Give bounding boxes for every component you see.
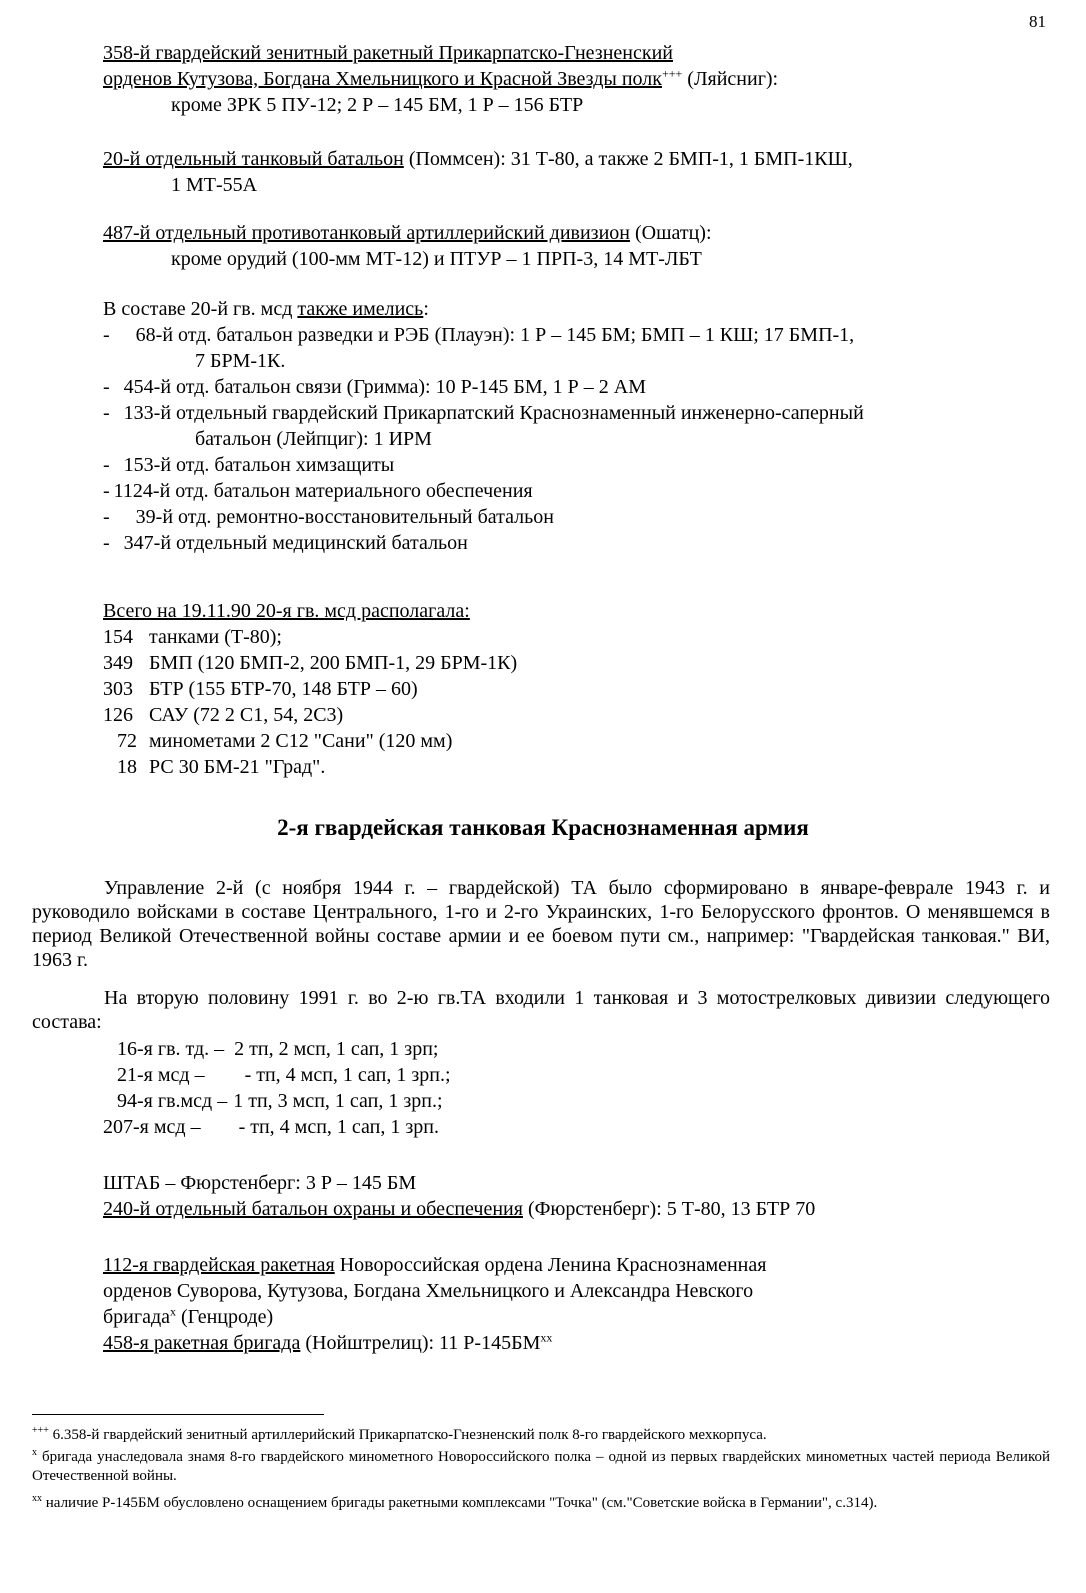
page-number: 81: [1029, 12, 1046, 31]
division-row: [103, 1062, 451, 1088]
totals-count: 126: [103, 704, 133, 726]
list-item: [103, 504, 864, 530]
list-item: [103, 374, 864, 400]
list-item-text: 1124-й отд. батальон материального обеспечения: [113, 480, 533, 502]
divisions-block: [103, 1036, 451, 1140]
footnote-ref: +++: [661, 66, 683, 81]
also-intro: В составе 20-й гв. мсд: [103, 298, 298, 320]
unit-detail: кроме орудий (100-мм МТ-12) и ПТУР – 1 ПРП-3, 14 МТ-ЛБТ: [171, 248, 702, 270]
totals-count: 154: [103, 626, 133, 648]
totals-count: 72: [117, 730, 137, 752]
division-row: [103, 1088, 451, 1114]
footnote-text: бригада унаследовала знамя 8-го гвардейского минометного Новороссийского полка – одной из первых гвардейских минометных частей периода Великой Отечественной войны.: [32, 1449, 1050, 1484]
brigade-112-text: Новороссийская ордена Ленина Краснознаменная: [334, 1254, 767, 1276]
footnote-text: наличие Р-145БМ обусловлено оснащением бригады ракетными комплексами "Точка" (см."Советские войска в Германии", с.314).: [42, 1495, 878, 1511]
footnote-mark: x: [32, 1447, 37, 1458]
list-dash: -: [103, 324, 110, 346]
totals-label: РС 30 БМ-21 "Град".: [149, 756, 326, 778]
list-item-text: 133-й отдельный гвардейский Прикарпатский Краснознаменный инженерно-саперный: [123, 402, 864, 424]
brigade-458-title: 458-я ракетная бригада: [103, 1332, 301, 1354]
list-dash: -: [103, 402, 110, 424]
also-list-block: [103, 296, 864, 556]
division-name: 21-я мсд –: [117, 1064, 205, 1086]
totals-row: [103, 650, 517, 676]
totals-count: 303: [103, 678, 133, 700]
guard-battalion-title: 240-й отдельный батальон охраны и обеспечения: [103, 1198, 523, 1220]
also-intro-end: :: [423, 298, 429, 320]
totals-row: [103, 702, 517, 728]
hq-line: ШТАБ – Фюрстенберг: 3 Р – 145 БМ: [103, 1172, 417, 1194]
footnote-ref: x: [170, 1304, 177, 1319]
section-title: 2-я гвардейская танковая Краснознаменная армия: [277, 815, 809, 840]
division-composition: 1 тп, 3 мсп, 1 сап, 1 зрп.;: [233, 1090, 443, 1112]
unit-text: (Поммсен): 31 Т-80, а также 2 БМП-1, 1 БМП-1КШ,: [403, 148, 853, 170]
list-item: [103, 452, 864, 478]
unit-text: (Ошатц):: [629, 222, 712, 244]
hq-block: [103, 1170, 815, 1222]
totals-block: [103, 598, 517, 780]
footnote-mark: xx: [32, 1493, 42, 1504]
paragraph-composition: На вторую половину 1991 г. во 2-ю гв.ТА входили 1 танковая и 3 мотострелковых дивизии следующего состава:: [32, 987, 1050, 1033]
also-intro-underlined: также имелись: [297, 298, 424, 320]
unit-detail: кроме ЗРК 5 ПУ-12; 2 Р – 145 БМ, 1 Р – 156 БТР: [171, 94, 584, 116]
list-item-text: 347-й отдельный медицинский батальон: [123, 532, 468, 554]
brigade-112-location: (Генцроде): [176, 1306, 274, 1328]
unit-location: (Ляйсниг):: [682, 68, 779, 90]
totals-row: [103, 754, 517, 780]
list-item-text: 153-й отд. батальон химзащиты: [123, 454, 395, 476]
brigades-block: [103, 1252, 766, 1356]
brigade-112-word: бригада: [103, 1306, 171, 1328]
footnote-ref: xx: [540, 1330, 553, 1345]
division-name: 94-я гв.мсд –: [117, 1090, 228, 1112]
list-item-text: 68-й отд. батальон разведки и РЭБ (Плауэн): 1 Р – 145 БМ; БМП – 1 КШ; 17 БМП-1,: [135, 324, 855, 346]
list-item: [103, 322, 864, 348]
list-item: [103, 478, 864, 504]
footnote-mark: +++: [32, 1425, 49, 1436]
totals-row: [103, 624, 517, 650]
footnote-text: 6.358-й гвардейский зенитный артиллерийский Прикарпатско-Гнезненский полк 8-го гвардейского мехкорпуса.: [48, 1427, 767, 1443]
list-item: [103, 530, 864, 556]
unit-title-line: орденов Кутузова, Богдана Хмельницкого и Красной Звезды полк: [103, 68, 662, 90]
division-composition: - тп, 4 мсп, 1 сап, 1 зрп.: [238, 1116, 439, 1138]
division-name: 16-я гв. тд. –: [117, 1038, 225, 1060]
totals-header: Всего на 19.11.90 20-я гв. мсд располагала:: [103, 600, 470, 622]
list-dash: -: [103, 376, 110, 398]
unit-358-block: [103, 40, 778, 118]
totals-label: минометами 2 С12 "Сани" (120 мм): [149, 730, 453, 752]
unit-487-block: [103, 220, 712, 272]
totals-count: 18: [117, 756, 137, 778]
footnote: [32, 1426, 1050, 1445]
totals-label: танками (Т-80);: [149, 626, 282, 648]
unit-title: 487-й отдельный противотанковый артиллерийский дивизион: [103, 222, 630, 244]
paragraph-history: Управление 2-й (с ноября 1944 г. – гвардейской) ТА было сформировано в январе-феврале 1943 г. и руководило войсками в составе Центрального, 1-го и 2-го Украинских, 1-го Белорусского фронтов. О менявшемся в период Великой Отечественной войны составе армии и ее боевом пути см., например: "Гвардейская танковая." ВИ, 1963 г.: [32, 877, 1050, 971]
totals-row: [103, 728, 517, 754]
totals-count: 349: [103, 652, 133, 674]
brigade-458-text: (Нойштрелиц): 11 Р-145БМ: [300, 1332, 541, 1354]
totals-row: [103, 676, 517, 702]
division-row: [103, 1114, 451, 1140]
division-composition: 2 тп, 2 мсп, 1 сап, 1 зрп;: [234, 1038, 439, 1060]
list-item-continuation: батальон (Лейпциг): 1 ИРМ: [195, 428, 432, 450]
guard-battalion-text: (Фюрстенберг): 5 Т-80, 13 БТР 70: [522, 1198, 816, 1220]
totals-label: БТР (155 БТР-70, 148 БТР – 60): [149, 678, 418, 700]
division-composition: - тп, 4 мсп, 1 сап, 1 зрп.;: [244, 1064, 451, 1086]
unit-title-line: 358-й гвардейский зенитный ракетный Прикарпатско-Гнезненский: [103, 42, 673, 64]
brigade-112-line2: орденов Суворова, Кутузова, Богдана Хмельницкого и Александра Невского: [103, 1280, 754, 1302]
list-dash: -: [103, 454, 110, 476]
unit-20-block: [103, 146, 853, 198]
division-name: 207-я мсд –: [103, 1116, 201, 1138]
footnote-divider: [32, 1414, 324, 1415]
list-item: [103, 400, 864, 426]
list-dash: -: [103, 506, 110, 528]
list-dash: -: [103, 532, 110, 554]
unit-title: 20-й отдельный танковый батальон: [103, 148, 404, 170]
list-item-text: 454-й отд. батальон связи (Гримма): 10 Р-145 БМ, 1 Р – 2 АМ: [123, 376, 646, 398]
brigade-112-title: 112-я гвардейская ракетная: [103, 1254, 335, 1276]
unit-detail: 1 МТ-55А: [171, 174, 258, 196]
footnote: [32, 1494, 1050, 1513]
footnote: [32, 1448, 1050, 1486]
division-row: [103, 1036, 451, 1062]
list-dash: -: [103, 480, 110, 502]
totals-label: САУ (72 2 С1, 54, 2С3): [149, 704, 344, 726]
totals-label: БМП (120 БМП-2, 200 БМП-1, 29 БРМ-1К): [149, 652, 518, 674]
list-item-continuation: 7 БРМ-1К.: [195, 350, 286, 372]
list-item-text: 39-й отд. ремонтно-восстановительный батальон: [135, 506, 554, 528]
